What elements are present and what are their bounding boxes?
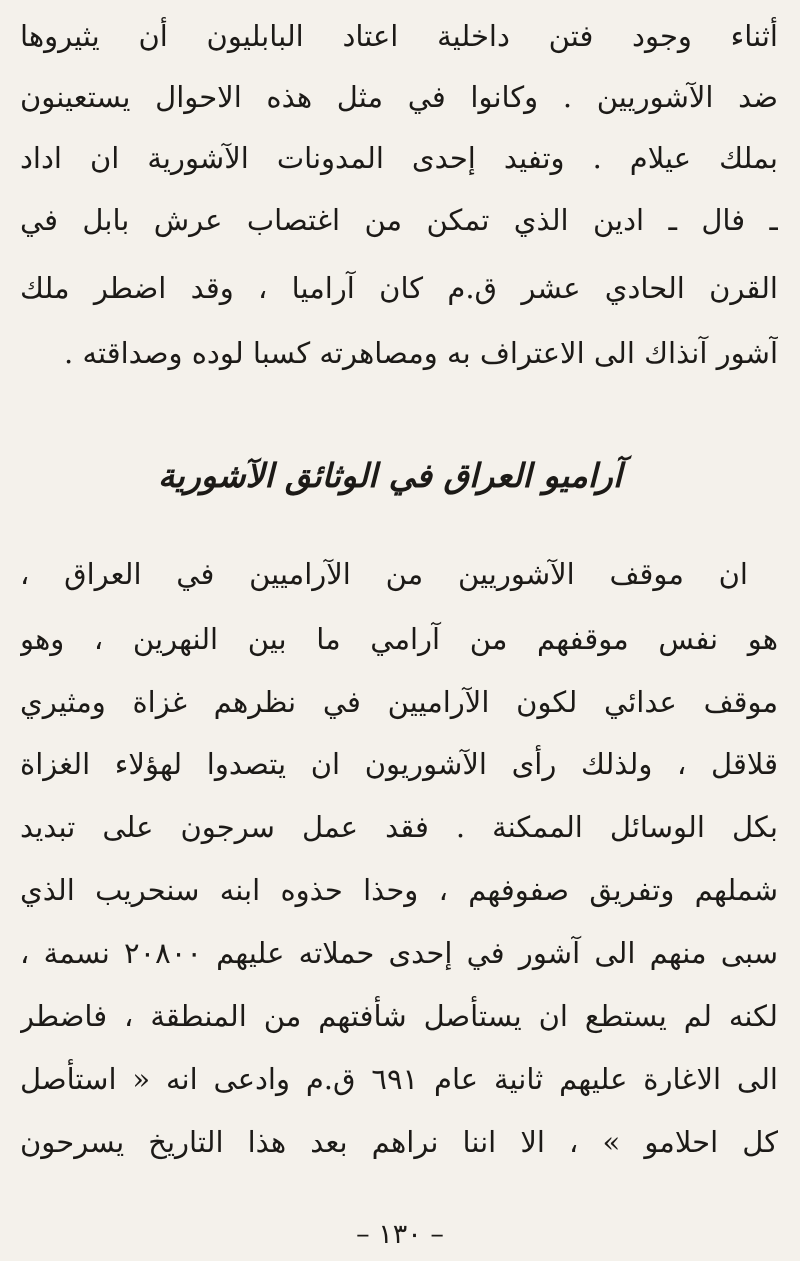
page-number: – ١٣٠ – (356, 1219, 444, 1250)
text-line: هو نفس موقفهم من آرامي ما بين النهرين ، وهو (20, 622, 778, 656)
text-line: سبى منهم الى آشور في إحدى حملاته عليهم ٢٠٨٠٠ نسمة ، (20, 936, 778, 970)
text-line: بملك عيلام . وتفيد إحدى المدونات الآشورية ان اداد (20, 141, 778, 175)
text-line: موقف عدائي لكون الآراميين في نظرهم غزاة ومثيري (20, 685, 778, 719)
text-line: قلاقل ، ولذلك رأى الآشوريون ان يتصدوا لهؤلاء الغزاة (20, 747, 778, 781)
text-line: شملهم وتفريق صفوفهم ، وحذا حذوه ابنه سنحريب الذي (20, 873, 778, 907)
text-line: لكنه لم يستطع ان يستأصل شأفتهم من المنطقة ، فاضطر (20, 999, 778, 1033)
text-line: الى الاغارة عليهم ثانية عام ٦٩١ ق.م وادعى انه « استأصل (20, 1062, 778, 1096)
text-line: آشور آنذاك الى الاعتراف به ومصاهرته كسبا لوده وصداقته . (64, 336, 778, 370)
text-line: ـ فال ـ ادين الذي تمكن من اغتصاب عرش بابل في (20, 203, 778, 237)
text-line: أثناء وجود فتن داخلية اعتاد البابليون أن يثيروها (20, 19, 778, 53)
section-heading: آراميو العراق في الوثائق الآشورية (157, 456, 623, 495)
text-line: ان موقف الآشوريين من الآراميين في العراق ، (20, 557, 748, 591)
text-line: كل احلامو » ، الا اننا نراهم بعد هذا التاريخ يسرحون (20, 1125, 778, 1159)
text-line: القرن الحادي عشر ق.م كان آراميا ، وقد اضطر ملك (20, 271, 778, 305)
text-line: بكل الوسائل الممكنة . فقد عمل سرجون على تبديد (20, 810, 778, 844)
text-line: ضد الآشوريين . وكانوا في مثل هذه الاحوال يستعينون (20, 80, 778, 114)
